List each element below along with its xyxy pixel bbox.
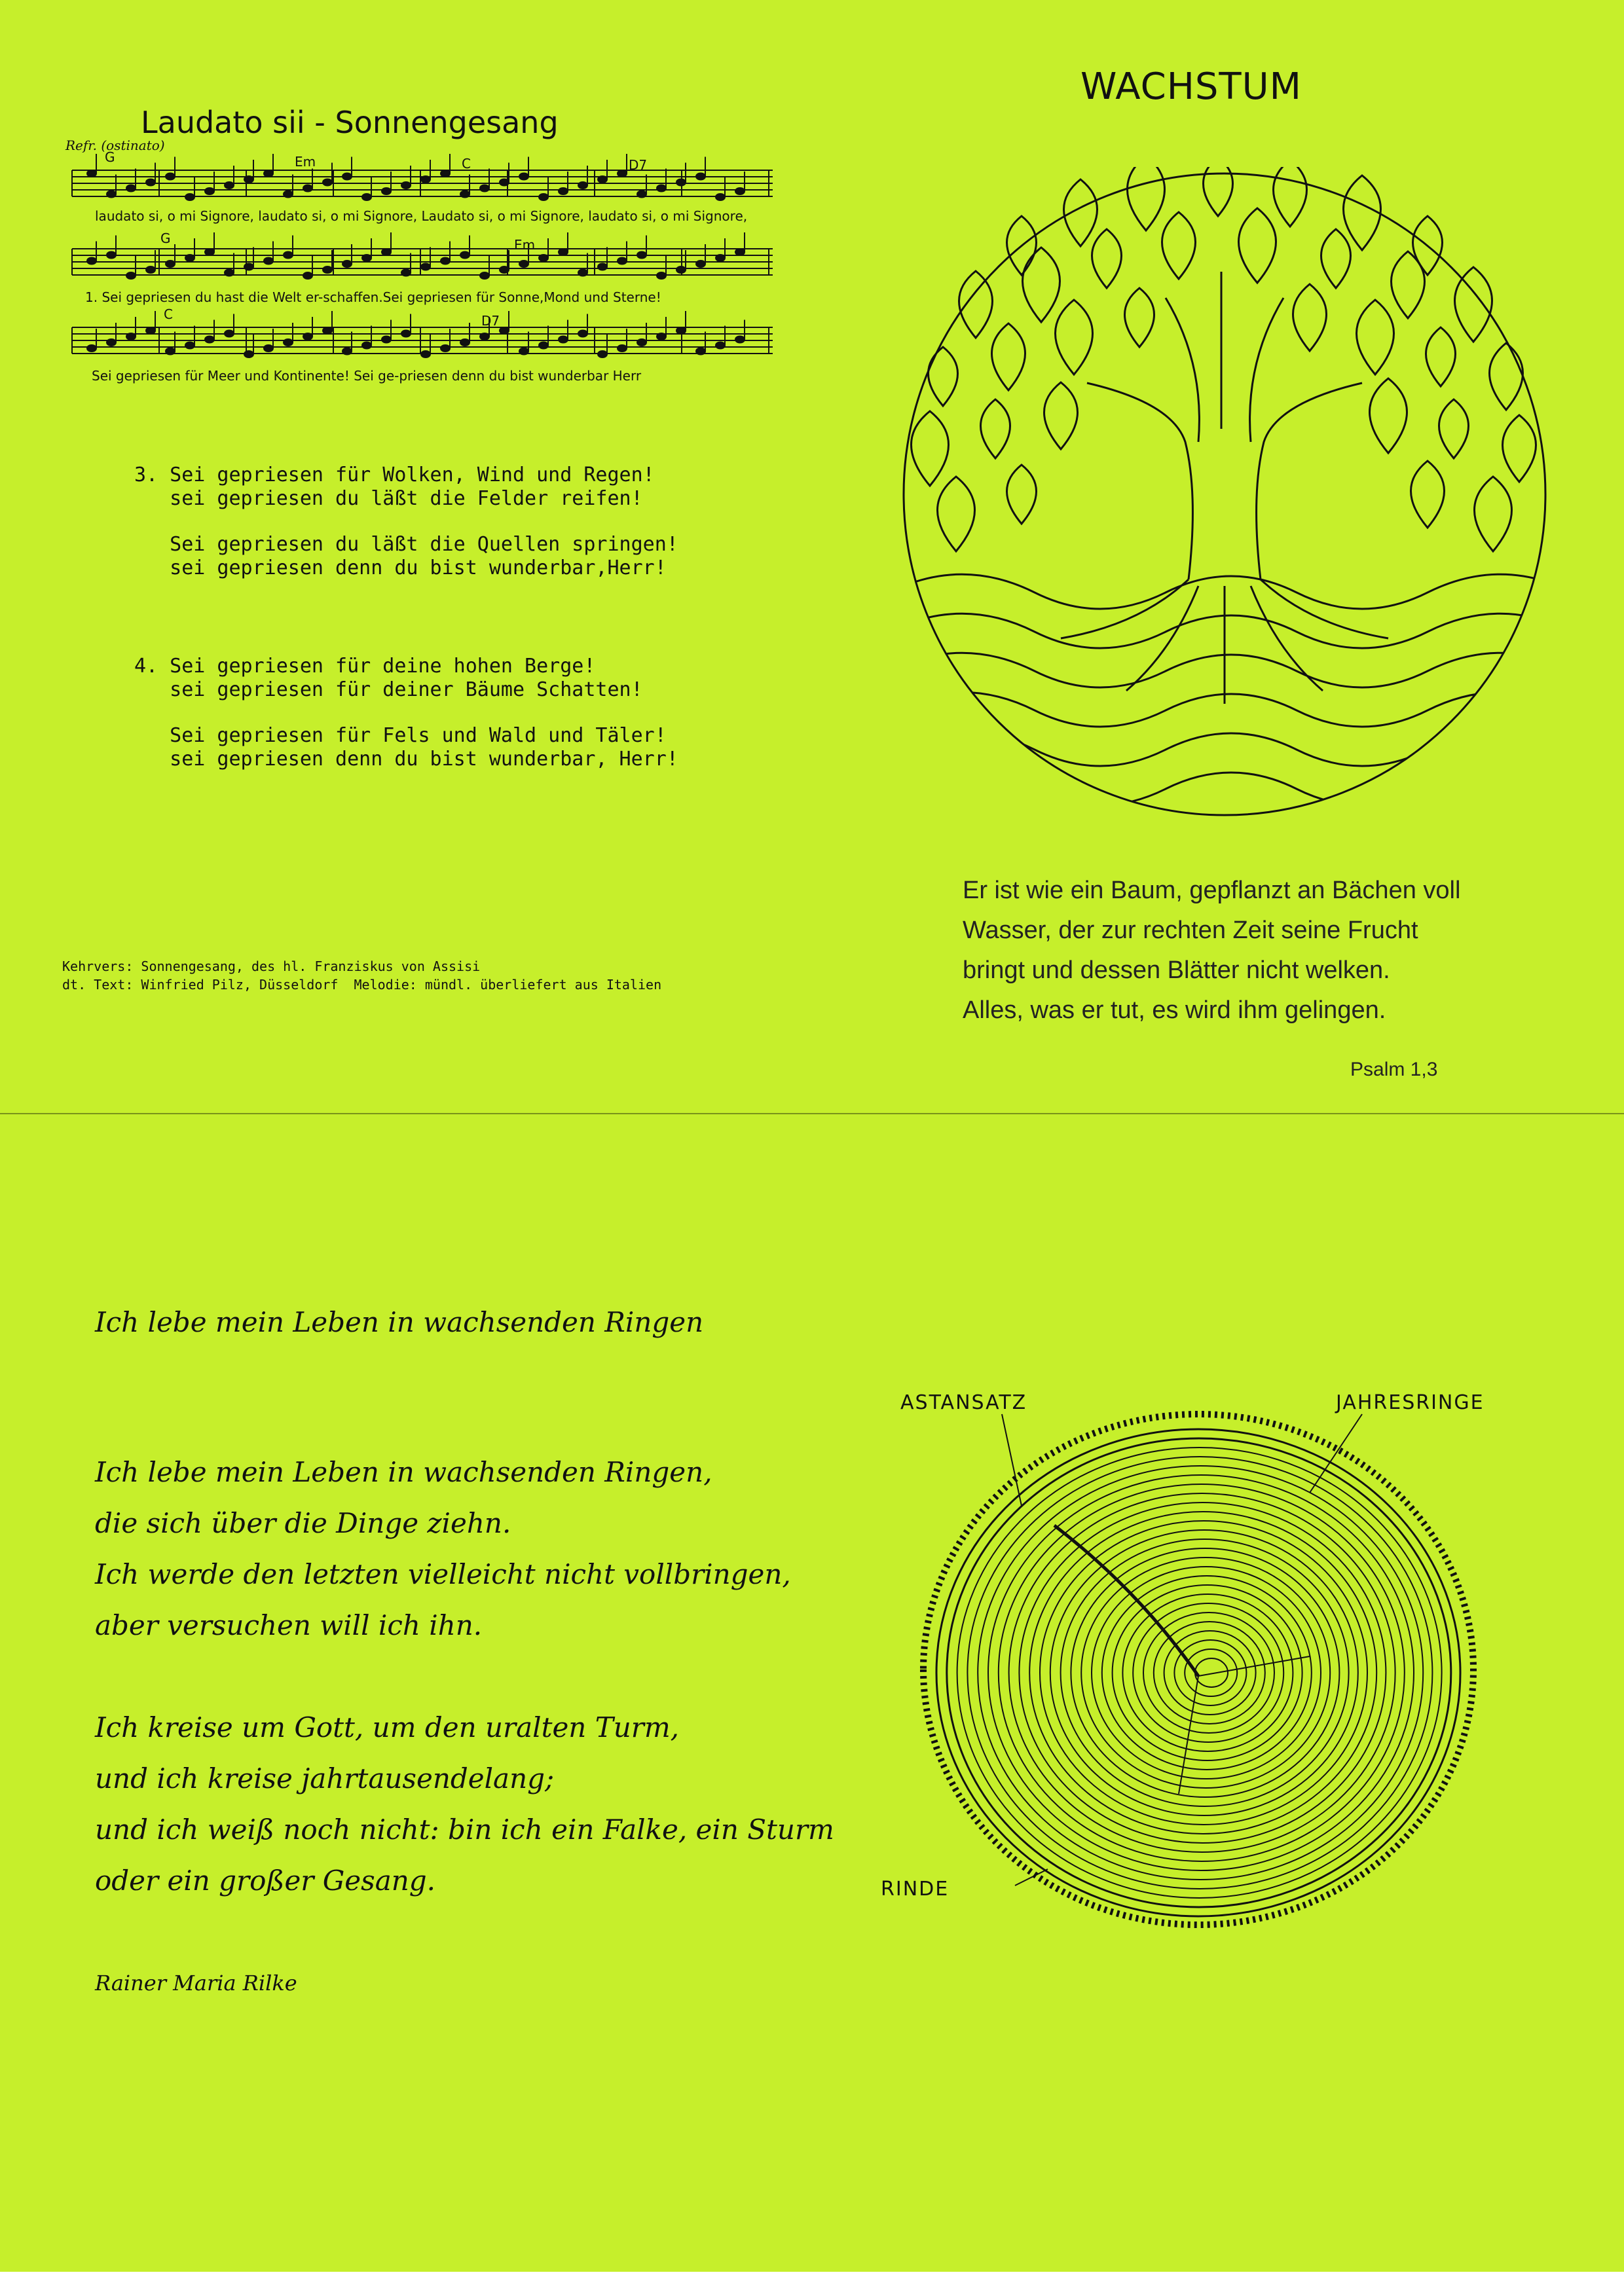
music-note bbox=[618, 258, 627, 264]
music-note bbox=[637, 339, 646, 346]
music-note bbox=[87, 258, 96, 264]
music-note bbox=[676, 327, 686, 334]
verse-4-line: Sei gepriesen für Fels und Wald und Täler! bbox=[134, 724, 667, 747]
music-note bbox=[382, 188, 391, 194]
verse-4-line: sei gepriesen denn du bist wunderbar, Herr! bbox=[134, 748, 678, 771]
music-note bbox=[735, 188, 745, 194]
leaf bbox=[1239, 208, 1276, 283]
leaf bbox=[1455, 267, 1492, 342]
label-rinde: RINDE bbox=[881, 1878, 950, 1901]
music-note bbox=[401, 182, 411, 189]
psalm-reference: Psalm 1,3 bbox=[1350, 1059, 1438, 1080]
music-note bbox=[166, 261, 175, 267]
poem-heading: Ich lebe mein Leben in wachsenden Ringen bbox=[95, 1306, 704, 1338]
poem-stanza-2 bbox=[95, 1702, 834, 1906]
music-note bbox=[107, 339, 116, 346]
music-note bbox=[362, 342, 371, 349]
music-note bbox=[480, 185, 489, 192]
leaf bbox=[1007, 465, 1037, 524]
music-note bbox=[362, 194, 371, 200]
music-note bbox=[401, 270, 411, 276]
music-note bbox=[598, 264, 607, 270]
music-note bbox=[676, 179, 686, 186]
music-note bbox=[107, 252, 116, 259]
music-note bbox=[126, 333, 136, 340]
music-note bbox=[716, 194, 725, 200]
music-note bbox=[578, 331, 587, 337]
leaf bbox=[1503, 415, 1536, 482]
psalm-quote bbox=[963, 871, 1460, 1030]
music-note bbox=[421, 351, 430, 357]
music-note bbox=[382, 337, 391, 343]
label-jahresringe: JAHRESRINGE bbox=[1336, 1391, 1485, 1414]
leaf bbox=[1344, 175, 1381, 250]
tree-of-life-illustration bbox=[891, 167, 1559, 822]
verse-3-line: sei gepriesen denn du bist wunderbar,Herr! bbox=[134, 556, 667, 579]
music-note bbox=[225, 182, 234, 189]
poem-author: Rainer Maria Rilke bbox=[95, 1971, 297, 1995]
growth-ring bbox=[1164, 1631, 1256, 1715]
growth-ring bbox=[1133, 1603, 1283, 1742]
refrain-label: Refr. (ostinato) bbox=[65, 137, 165, 153]
music-note bbox=[578, 270, 587, 276]
growth-ring bbox=[1061, 1539, 1349, 1806]
growth-ring bbox=[1019, 1503, 1386, 1843]
leaf bbox=[1125, 288, 1154, 347]
music-note bbox=[637, 252, 646, 259]
music-note bbox=[460, 339, 470, 346]
music-note bbox=[618, 170, 627, 177]
music-note bbox=[696, 348, 705, 355]
music-note bbox=[185, 342, 194, 349]
poem-line: und ich kreise jahrtausendelang; bbox=[95, 1762, 555, 1795]
leaf bbox=[1439, 399, 1469, 458]
verse-4-line: 4. Sei gepriesen für deine hohen Berge! bbox=[134, 655, 596, 678]
poem-line: Ich werde den letzten vielleicht nicht vollbringen, bbox=[95, 1558, 791, 1590]
music-note bbox=[460, 252, 470, 259]
chord-d7: D7 bbox=[629, 157, 648, 173]
music-note bbox=[421, 264, 430, 270]
label-astansatz: ASTANSATZ bbox=[900, 1391, 1027, 1414]
song-credits bbox=[62, 957, 661, 994]
verse-3 bbox=[134, 464, 678, 580]
music-note bbox=[244, 351, 253, 357]
music-note bbox=[342, 173, 352, 180]
music-note bbox=[578, 182, 587, 189]
music-note bbox=[264, 345, 273, 352]
music-note bbox=[284, 252, 293, 259]
psalm-line: Er ist wie ein Baum, gepflanzt an Bächen voll bbox=[963, 877, 1461, 904]
verse-4 bbox=[134, 655, 678, 771]
growth-ring bbox=[978, 1466, 1423, 1880]
music-note bbox=[126, 272, 136, 279]
music-note bbox=[500, 266, 509, 273]
music-note bbox=[735, 249, 745, 255]
growth-ring bbox=[1122, 1594, 1293, 1751]
music-note bbox=[284, 191, 293, 198]
music-note bbox=[559, 188, 568, 194]
poem-line: die sich über die Dinge ziehn. bbox=[95, 1507, 511, 1539]
music-note bbox=[342, 261, 352, 267]
music-note bbox=[716, 255, 725, 261]
music-note bbox=[342, 348, 352, 355]
staff-lyric-1: laudato si, o mi Signore, laudato si, o mi Signore, Laudato si, o mi Signore, laudato si, o mi Signore, bbox=[95, 208, 748, 224]
music-note bbox=[460, 191, 470, 198]
growth-ring bbox=[988, 1475, 1414, 1870]
music-note bbox=[480, 333, 489, 340]
music-note bbox=[225, 331, 234, 337]
psalm-line: Alles, was er tut, es wird ihm gelingen. bbox=[963, 996, 1386, 1024]
music-note bbox=[598, 176, 607, 183]
music-note bbox=[107, 191, 116, 198]
growth-ring bbox=[1185, 1649, 1237, 1696]
music-note bbox=[657, 272, 666, 279]
music-note bbox=[323, 266, 332, 273]
leaf bbox=[929, 347, 958, 406]
music-note bbox=[87, 170, 96, 177]
growth-ring bbox=[1195, 1658, 1228, 1687]
music-note bbox=[401, 331, 411, 337]
music-note bbox=[421, 176, 430, 183]
leaf bbox=[1092, 229, 1122, 288]
growth-ring bbox=[1092, 1567, 1321, 1779]
chord-d7-2: D7 bbox=[481, 313, 500, 329]
music-note bbox=[205, 188, 214, 194]
music-note bbox=[244, 176, 253, 183]
music-note bbox=[225, 270, 234, 276]
growth-ring bbox=[999, 1484, 1405, 1861]
verse-3-line: sei gepriesen du läßt die Felder reifen! bbox=[134, 487, 643, 510]
leaf bbox=[1426, 327, 1456, 386]
poem-line: oder ein großer Gesang. bbox=[95, 1865, 436, 1897]
music-note bbox=[618, 345, 627, 352]
leaf bbox=[1411, 461, 1445, 528]
chord-em-2: Em bbox=[514, 237, 536, 253]
music-note bbox=[185, 194, 194, 200]
poem-line: Ich lebe mein Leben in wachsenden Ringen, bbox=[95, 1456, 712, 1488]
music-note bbox=[146, 179, 155, 186]
music-note bbox=[205, 337, 214, 343]
leaf bbox=[959, 271, 993, 338]
fold-line bbox=[0, 1113, 1624, 1114]
staff-lyric-2: 1. Sei gepriesen du hast die Welt er-schaffen.Sei gepriesen für Sonne,Mond und Sterne! bbox=[85, 289, 661, 305]
verse-4-line: sei gepriesen für deiner Bäume Schatten! bbox=[134, 678, 643, 701]
music-note bbox=[519, 173, 528, 180]
music-note bbox=[303, 333, 312, 340]
music-note bbox=[323, 327, 332, 334]
music-note bbox=[205, 249, 214, 255]
music-note bbox=[323, 179, 332, 186]
poem-line: Ich kreise um Gott, um den uralten Turm, bbox=[95, 1711, 680, 1743]
music-note bbox=[559, 337, 568, 343]
music-note bbox=[500, 327, 509, 334]
leaf bbox=[1128, 167, 1165, 230]
music-note bbox=[441, 345, 450, 352]
music-note bbox=[303, 185, 312, 192]
wachstum-title: WACHSTUM bbox=[1080, 65, 1302, 108]
leaf bbox=[912, 411, 949, 486]
tree-trunk-cross-section bbox=[891, 1375, 1559, 1964]
leaf bbox=[938, 477, 975, 551]
chord-g-2: G bbox=[160, 230, 171, 246]
verse-3-line: Sei gepriesen du läßt die Quellen springen! bbox=[134, 533, 678, 556]
leaf bbox=[1023, 247, 1060, 322]
music-note bbox=[539, 194, 548, 200]
music-note bbox=[303, 272, 312, 279]
credit-line: Kehrvers: Sonnengesang, des hl. Franziskus von Assisi bbox=[62, 958, 481, 974]
poem-line: und ich weiß noch nicht: bin ich ein Falke, ein Sturm bbox=[95, 1813, 834, 1846]
music-note bbox=[598, 351, 607, 357]
psalm-line: bringt und dessen Blätter nicht welken. bbox=[963, 957, 1390, 984]
leaf bbox=[1321, 229, 1351, 288]
music-note bbox=[696, 261, 705, 267]
music-note bbox=[244, 264, 253, 270]
music-note bbox=[716, 342, 725, 349]
verse-3-line: 3. Sei gepriesen für Wolken, Wind und Regen! bbox=[134, 464, 655, 486]
growth-ring bbox=[947, 1438, 1451, 1907]
poem-stanza-1 bbox=[95, 1447, 791, 1651]
psalm-line: Wasser, der zur rechten Zeit seine Frucht bbox=[963, 917, 1418, 944]
chord-c-2: C bbox=[164, 306, 173, 322]
music-note bbox=[362, 255, 371, 261]
chord-g: G bbox=[105, 149, 115, 165]
music-note bbox=[637, 191, 646, 198]
leaf bbox=[1370, 378, 1407, 453]
music-note bbox=[185, 255, 194, 261]
music-note bbox=[539, 342, 548, 349]
leaf bbox=[1293, 284, 1327, 351]
credit-line: dt. Text: Winfried Pilz, Düsseldorf Melodie: mündl. überliefert aus Italien bbox=[62, 977, 662, 993]
music-note bbox=[284, 339, 293, 346]
leaf bbox=[1490, 343, 1523, 410]
poem-line: aber versuchen will ich ihn. bbox=[95, 1609, 483, 1641]
leaf bbox=[1162, 212, 1196, 279]
music-note bbox=[166, 173, 175, 180]
leaf bbox=[1357, 300, 1394, 374]
music-note bbox=[559, 249, 568, 255]
music-note bbox=[441, 170, 450, 177]
leaf bbox=[1274, 167, 1307, 227]
music-note bbox=[146, 327, 155, 334]
music-note bbox=[126, 185, 136, 192]
music-note bbox=[264, 170, 273, 177]
music-note bbox=[382, 249, 391, 255]
music-note bbox=[87, 345, 96, 352]
music-note bbox=[441, 258, 450, 264]
growth-ring bbox=[1009, 1493, 1395, 1852]
music-note bbox=[657, 185, 666, 192]
music-note bbox=[166, 348, 175, 355]
staff-lyric-3: Sei gepriesen für Meer und Kontinente! Sei ge-priesen denn du bist wunderbar Herr bbox=[92, 368, 642, 384]
leaf bbox=[1056, 300, 1093, 374]
music-note bbox=[500, 179, 509, 186]
music-note bbox=[735, 337, 745, 343]
music-note bbox=[657, 333, 666, 340]
music-note bbox=[696, 173, 705, 180]
leaf bbox=[1044, 382, 1078, 449]
chord-c: C bbox=[462, 156, 471, 172]
song-title: Laudato sii - Sonnengesang bbox=[141, 105, 559, 140]
leaf bbox=[1475, 477, 1512, 551]
music-note bbox=[480, 272, 489, 279]
music-staves bbox=[65, 151, 779, 386]
leaf bbox=[1392, 251, 1425, 318]
leaf bbox=[981, 399, 1010, 458]
leaf bbox=[992, 323, 1025, 390]
music-note bbox=[519, 261, 528, 267]
chord-em: Em bbox=[295, 154, 316, 170]
music-note bbox=[539, 255, 548, 261]
music-note bbox=[676, 266, 686, 273]
music-note bbox=[146, 266, 155, 273]
music-note bbox=[519, 348, 528, 355]
music-note bbox=[264, 258, 273, 264]
